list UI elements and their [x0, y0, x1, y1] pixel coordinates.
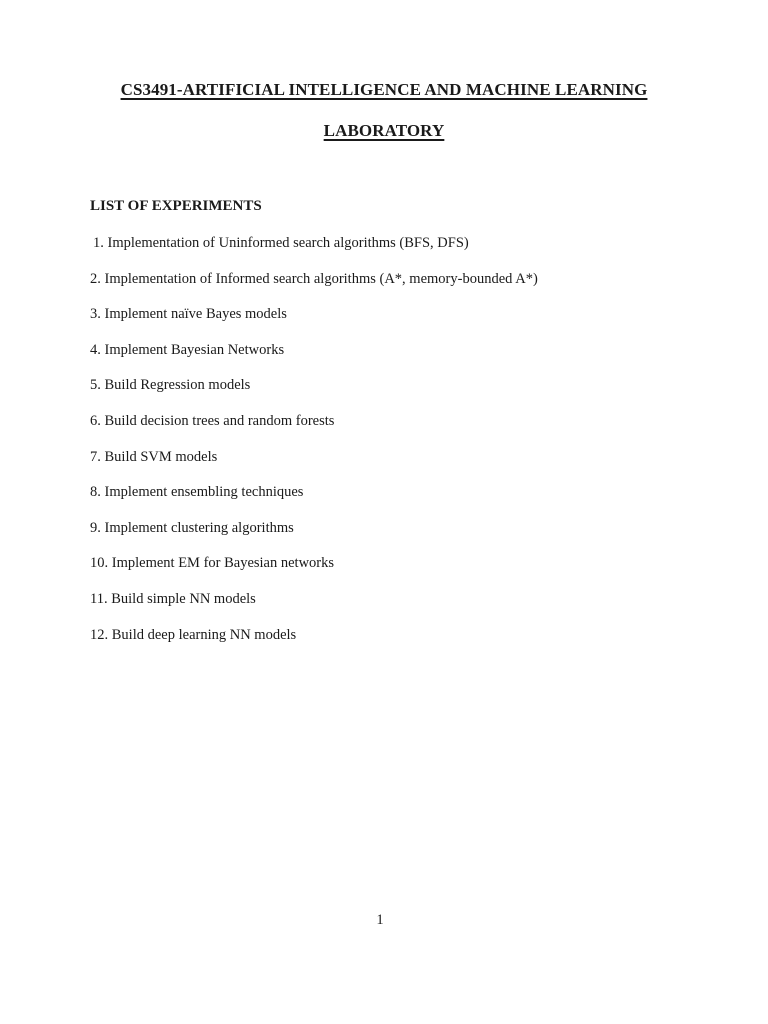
experiment-item-9: 9. Implement clustering algorithms	[90, 519, 294, 536]
title-line-1: CS3491-ARTIFICIAL INTELLIGENCE AND MACHINE LEARNING	[120, 80, 648, 99]
title-line-2: LABORATORY	[323, 121, 445, 140]
experiment-item-10: 10. Implement EM for Bayesian networks	[90, 555, 335, 572]
experiment-item-8: 8. Implement ensembling techniques	[90, 484, 304, 501]
experiment-item-5: 5. Build Regression models	[90, 377, 251, 394]
experiment-item-6: 6. Build decision trees and random forests	[90, 412, 335, 429]
document-title	[0, 80, 768, 100]
experiment-item-1: 1. Implementation of Uninformed search algorithms (BFS, DFS)	[93, 235, 469, 251]
experiment-item-12: 12. Build deep learning NN models	[90, 626, 297, 643]
document-subtitle	[0, 121, 768, 141]
experiment-item-7: 7. Build SVM models	[90, 448, 218, 465]
page-number: 1	[376, 912, 384, 928]
experiment-list	[90, 234, 538, 661]
experiment-item-4: 4. Implement Bayesian Networks	[90, 341, 285, 358]
experiment-item-11: 11. Build simple NN models	[90, 590, 256, 607]
experiment-item-3: 3. Implement naïve Bayes models	[90, 306, 287, 323]
section-heading: LIST OF EXPERIMENTS	[90, 198, 262, 214]
experiment-item-2: 2. Implementation of Informed search algorithms (A*, memory-bounded A*)	[90, 270, 538, 287]
